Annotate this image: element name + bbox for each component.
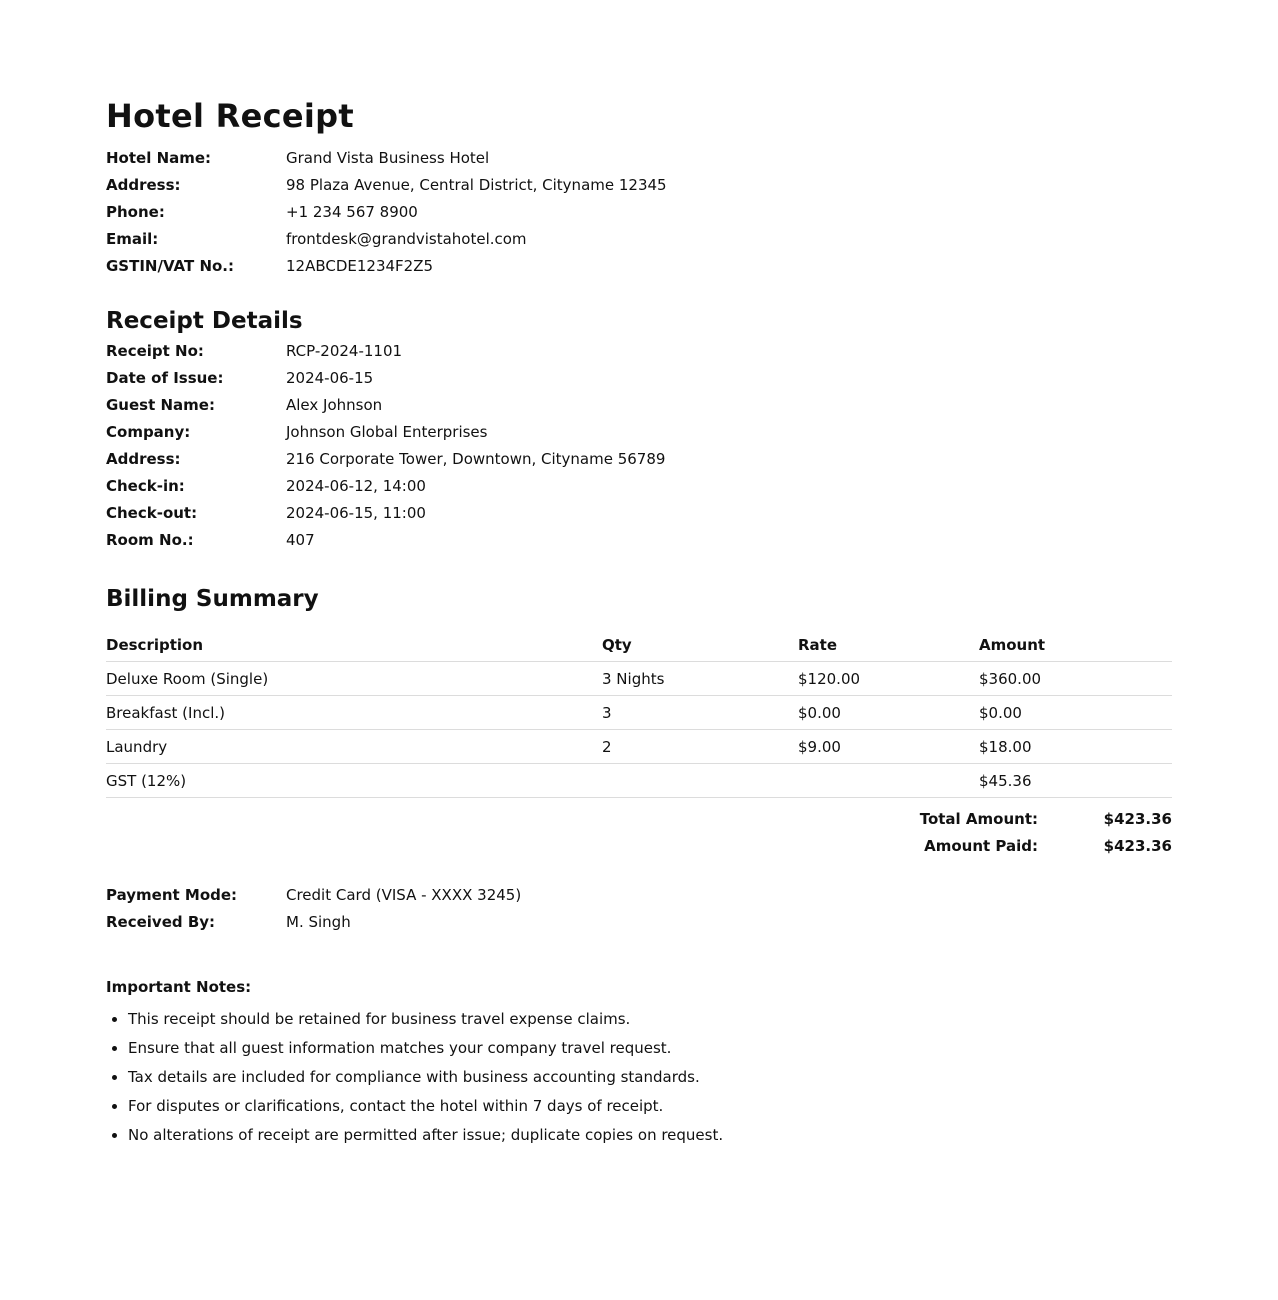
company-row	[106, 419, 1172, 446]
room-no-row	[106, 527, 1172, 554]
totals-block	[106, 806, 1172, 860]
receipt-no-row	[106, 338, 1172, 365]
field-label: Date of Issue:	[106, 369, 224, 387]
column-header-rate: Rate	[798, 629, 979, 662]
list-item: • For disputes or clarifications, contact the hotel within 7 days of receipt.	[128, 1092, 1172, 1121]
table-row	[106, 696, 1172, 730]
table-row	[106, 764, 1172, 798]
cell-amount: $45.36	[979, 764, 1172, 798]
field-value: Credit Card (VISA - XXXX 3245)	[286, 886, 522, 904]
notes-heading: Important Notes:	[106, 978, 252, 996]
billing-table	[106, 629, 1172, 798]
field-label: Payment Mode:	[106, 886, 238, 904]
field-label: Address:	[106, 176, 181, 194]
field-value: Johnson Global Enterprises	[286, 423, 488, 441]
cell-description: GST (12%)	[106, 764, 602, 798]
total-value: $423.36	[1103, 837, 1172, 855]
payment-mode-row	[106, 882, 1172, 909]
field-value: M. Singh	[286, 913, 351, 931]
total-label: Total Amount:	[919, 810, 1038, 828]
field-value: 12ABCDE1234F2Z5	[286, 257, 434, 275]
receipt-content	[106, 96, 1172, 1150]
total-label: Amount Paid:	[924, 837, 1038, 855]
field-label: Check-in:	[106, 477, 185, 495]
field-value: 98 Plaza Avenue, Central District, Cityname 12345	[286, 176, 667, 194]
field-value: RCP-2024-1101	[286, 342, 403, 360]
table-header-row	[106, 629, 1172, 662]
field-value: 407	[286, 531, 315, 549]
field-value: 2024-06-15	[286, 369, 374, 387]
hotel-email-row	[106, 226, 1172, 253]
notes-list	[106, 1005, 1172, 1150]
receipt-details	[106, 338, 1172, 554]
field-value: 2024-06-12, 14:00	[286, 477, 426, 495]
cell-description: Laundry	[106, 730, 602, 764]
total-value: $423.36	[1103, 810, 1172, 828]
field-label: Hotel Name:	[106, 149, 212, 167]
table-row	[106, 730, 1172, 764]
check-in-row	[106, 473, 1172, 500]
cell-rate	[798, 764, 979, 798]
column-header-qty: Qty	[602, 629, 798, 662]
field-value: 216 Corporate Tower, Downtown, Cityname 56789	[286, 450, 666, 468]
field-value: +1 234 567 8900	[286, 203, 418, 221]
received-by-row	[106, 909, 1172, 936]
cell-description: Deluxe Room (Single)	[106, 662, 602, 696]
field-label: Phone:	[106, 203, 165, 221]
table-row	[106, 662, 1172, 696]
guest-address-row	[106, 446, 1172, 473]
cell-amount: $0.00	[979, 696, 1172, 730]
field-value: Alex Johnson	[286, 396, 383, 414]
amount-paid-row	[106, 833, 1172, 860]
column-header-amount: Amount	[979, 629, 1172, 662]
hotel-gstin-row	[106, 253, 1172, 280]
field-value: Grand Vista Business Hotel	[286, 149, 490, 167]
list-item: • Tax details are included for compliance with business accounting standards.	[128, 1063, 1172, 1092]
list-item: • Ensure that all guest information matches your company travel request.	[128, 1034, 1172, 1063]
hotel-info	[106, 145, 1172, 280]
check-out-row	[106, 500, 1172, 527]
billing-summary-heading: Billing Summary	[106, 586, 319, 612]
cell-qty: 3	[602, 696, 798, 730]
hotel-address-row	[106, 172, 1172, 199]
field-label: Received By:	[106, 913, 216, 931]
total-amount-row	[106, 806, 1172, 833]
field-label: Room No.:	[106, 531, 194, 549]
date-of-issue-row	[106, 365, 1172, 392]
cell-amount: $360.00	[979, 662, 1172, 696]
guest-name-row	[106, 392, 1172, 419]
cell-qty	[602, 764, 798, 798]
field-label: Check-out:	[106, 504, 198, 522]
field-value: frontdesk@grandvistahotel.com	[286, 230, 527, 248]
cell-rate: $9.00	[798, 730, 979, 764]
cell-description: Breakfast (Incl.)	[106, 696, 602, 730]
cell-rate: $120.00	[798, 662, 979, 696]
cell-qty: 2	[602, 730, 798, 764]
page-title: Hotel Receipt	[106, 97, 354, 135]
list-item: • No alterations of receipt are permitted after issue; duplicate copies on request.	[128, 1121, 1172, 1150]
field-label: GSTIN/VAT No.:	[106, 257, 235, 275]
receipt-details-heading: Receipt Details	[106, 308, 303, 334]
field-label: Email:	[106, 230, 159, 248]
field-value: 2024-06-15, 11:00	[286, 504, 426, 522]
field-label: Receipt No:	[106, 342, 204, 360]
list-item: • This receipt should be retained for business travel expense claims.	[128, 1005, 1172, 1034]
hotel-phone-row	[106, 199, 1172, 226]
hotel-name-row	[106, 145, 1172, 172]
cell-amount: $18.00	[979, 730, 1172, 764]
column-header-description: Description	[106, 629, 602, 662]
field-label: Address:	[106, 450, 181, 468]
cell-qty: 3 Nights	[602, 662, 798, 696]
cell-rate: $0.00	[798, 696, 979, 730]
field-label: Company:	[106, 423, 191, 441]
field-label: Guest Name:	[106, 396, 215, 414]
payment-info	[106, 882, 1172, 936]
